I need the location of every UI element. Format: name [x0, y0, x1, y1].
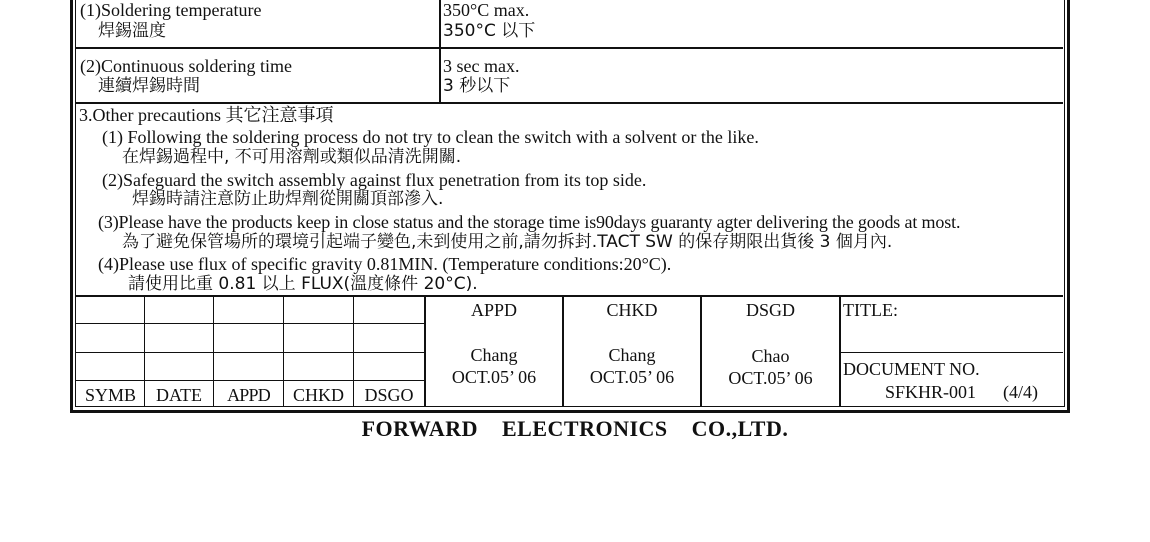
label-zh: 焊錫溫度 [98, 21, 166, 41]
row-divider [76, 295, 1063, 297]
document-no: SFKHR-001 [885, 382, 977, 402]
value-en: 3 sec max. [443, 56, 520, 76]
company-name: FORWARD ELECTRONICS CO.,LTD. [361, 416, 789, 441]
page-number: (4/4) [1003, 382, 1038, 402]
signoff-label: CHKD [606, 300, 658, 320]
signoff-name: Chang [608, 345, 656, 365]
precaution-1-en: (1) Following the soldering process do not try to clean the switch with a solvent or the like. [102, 127, 759, 147]
precaution-1-zh: 在焊錫過程中, 不可用溶劑或類似品清洗開關. [122, 147, 462, 167]
signoff-date: OCT.05’ 06 [728, 368, 813, 388]
signoff-date: OCT.05’ 06 [451, 367, 537, 387]
section-heading: 3.Other precautions 其它注意事項 [79, 105, 334, 125]
grid-line [840, 352, 1063, 353]
label-en: (1)Soldering temperature [80, 0, 262, 20]
header-appd: APPD [227, 385, 270, 405]
precaution-2-en: (2)Safeguard the switch assembly against flux penetration from its top side. [102, 170, 647, 190]
signoff-name: Chang [470, 345, 518, 365]
precaution-3-zh: 為了避免保管場所的環境引起端子變色,未到使用之前,請勿拆封.TACT SW 的保存期限出貨後 3 個月內. [122, 232, 893, 252]
precaution-2-zh: 焊錫時請注意防止助焊劑從開關頂部滲入. [132, 189, 444, 209]
header-symb: SYMB [84, 385, 137, 405]
grid-line [76, 352, 425, 353]
row-divider [76, 47, 1063, 49]
signoff-date: OCT.05’ 06 [589, 367, 675, 387]
precaution-4-en: (4)Please use flux of specific gravity 0.81MIN. (Temperature conditions:20°C). [98, 254, 672, 274]
grid-line [76, 323, 425, 324]
value-en: 350°C max. [443, 0, 530, 20]
document-no-label: DOCUMENT NO. [843, 359, 980, 379]
value-zh: 3 秒以下 [443, 76, 511, 96]
header-date: DATE [156, 385, 202, 405]
precaution-3-en: (3)Please have the products keep in close status and the storage time is90days guaranty agter delivering the goods at most. [98, 212, 961, 232]
header-chkd: CHKD [292, 385, 344, 405]
grid-line [76, 380, 425, 381]
column-divider [439, 0, 441, 102]
row-divider [76, 102, 1063, 104]
precaution-4-zh: 請使用比重 0.81 以上 FLUX(溫度條件 20°C). [128, 274, 478, 294]
header-dsgo: DSGO [364, 385, 414, 405]
column-divider [839, 296, 841, 406]
label-zh: 連續焊錫時間 [98, 76, 200, 96]
signoff-label: DSGD [745, 300, 795, 320]
label-en: (2)Continuous soldering time [80, 56, 292, 76]
value-zh: 350°C 以下 [443, 21, 536, 41]
signoff-label: APPD [470, 300, 518, 320]
signoff-name: Chao [751, 346, 790, 366]
title-label: TITLE: [843, 300, 898, 320]
